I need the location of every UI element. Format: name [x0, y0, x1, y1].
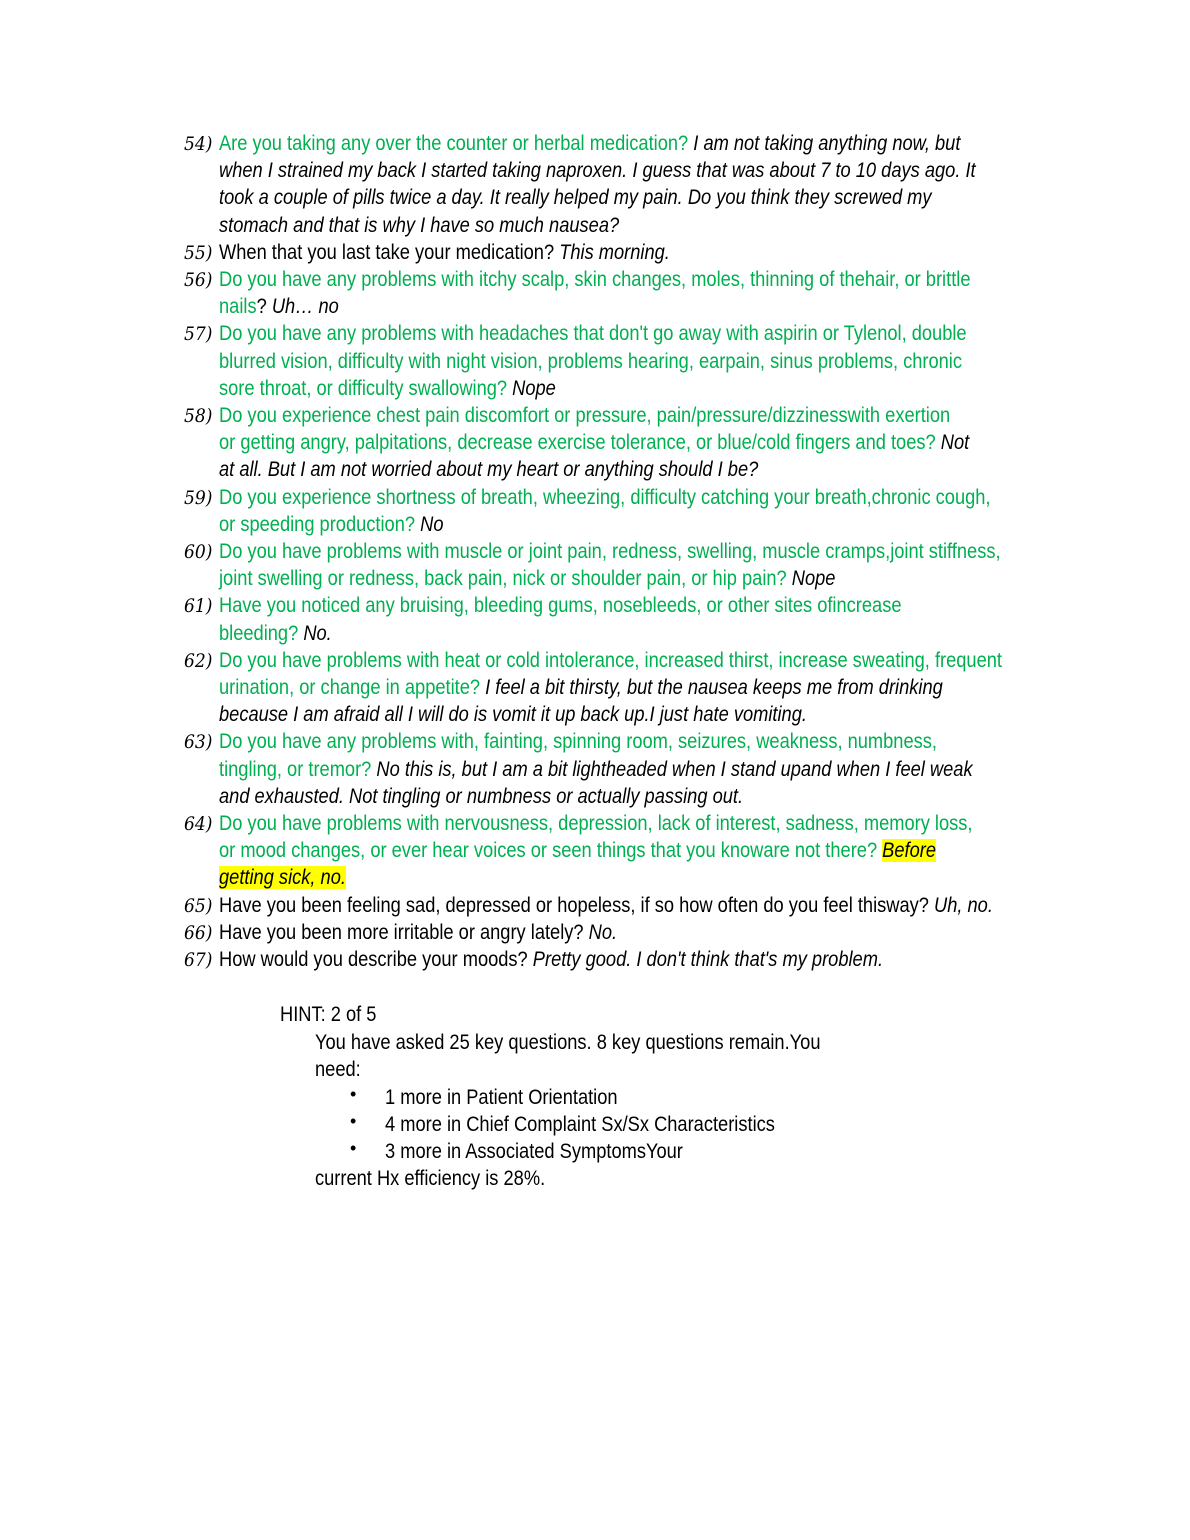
- bullet-icon: •: [350, 1084, 357, 1104]
- item-line: [219, 350, 962, 374]
- patient-answer: No.: [303, 621, 332, 645]
- hint-footer: current Hx efficiency is 28%.: [315, 1167, 546, 1190]
- patient-answer: Uh… no: [271, 295, 339, 319]
- question-text: bleeding?: [219, 621, 304, 645]
- item-number: 65): [184, 894, 213, 917]
- item-line: [219, 730, 937, 754]
- item-line: [219, 458, 758, 482]
- question-text: How would you describe your moods?: [219, 948, 533, 971]
- patient-answer: I feel a bit thirsty, but the nausea keeps me from drinking: [485, 676, 943, 699]
- hint-title: HINT: 2 of 5: [280, 1003, 377, 1026]
- question-text: Are you taking any over the counter or herbal medication?: [219, 132, 694, 155]
- patient-answer: I am not taking anything now, but: [693, 132, 961, 155]
- item-line: [219, 948, 883, 972]
- question-text: Have you been feeling sad, depressed or hopeless, if so how often do you feel thisway?: [219, 893, 935, 917]
- question-text: nails: [219, 295, 257, 319]
- item-number: 56): [184, 269, 213, 291]
- item-number: 55): [184, 241, 213, 264]
- item-number: 60): [184, 541, 213, 563]
- item-line: [219, 594, 901, 618]
- item-line: [219, 894, 993, 918]
- item-line: [219, 567, 835, 591]
- item-line: [219, 866, 346, 890]
- question-text: ?: [256, 295, 272, 319]
- item-number: 64): [184, 813, 213, 835]
- question-text: Do you have any problems with itchy scalp, skin changes, moles, thinning of thehair, or brittle: [219, 268, 971, 291]
- item-line: [219, 839, 936, 863]
- patient-answer: stomach and that is why I have so much nausea?: [219, 213, 620, 237]
- item-number: 61): [184, 595, 213, 618]
- bullet-icon: •: [350, 1138, 357, 1158]
- item-number: 62): [184, 649, 213, 672]
- item-line: [219, 377, 556, 401]
- question-text: Do you experience chest pain discomfort or pressure, pain/pressure/dizzinesswith exertion: [219, 404, 951, 427]
- item-line: [219, 214, 619, 238]
- patient-answer: getting sick, no.: [219, 866, 346, 890]
- question-text: blurred vision, difficulty with night vision, problems hearing, earpain, sinus problems, chronic: [219, 349, 963, 373]
- question-text: Do you have problems with muscle or joint pain, redness, swelling, muscle cramps,joint stiffness,: [219, 540, 1001, 563]
- question-text: Do you have any problems with headaches that don't go away with aspirin or Tylenol, double: [219, 322, 967, 346]
- patient-answer: took a couple of pills twice a day. It really helped my pain. Do you think they screwed my: [219, 186, 932, 210]
- item-number: 66): [184, 921, 213, 944]
- question-text: Do you experience shortness of breath, wheezing, difficulty catching your breath,chronic cough,: [219, 485, 991, 509]
- item-line: [219, 758, 973, 782]
- patient-answer: Before: [882, 839, 937, 863]
- item-line: [219, 404, 950, 428]
- item-number: 58): [184, 405, 213, 427]
- item-line: [219, 812, 972, 836]
- item-line: [219, 921, 617, 945]
- question-text: When that you last take your medication?: [219, 240, 560, 264]
- item-line: [219, 540, 1001, 564]
- item-line: [219, 513, 443, 537]
- question-text: or getting angry, palpitations, decrease exercise tolerance, or blue/cold fingers and toes?: [219, 431, 941, 455]
- question-text: Do you have problems with heat or cold intolerance, increased thirst, increase sweating, frequent: [219, 648, 1002, 672]
- item-number: 63): [184, 731, 213, 754]
- item-line: [219, 703, 807, 727]
- patient-answer: when I strained my back I started taking naproxen. I guess that was about 7 to 10 days ago. It: [219, 159, 976, 183]
- item-line: [219, 159, 976, 183]
- patient-answer: This morning.: [559, 240, 670, 264]
- patient-answer: Uh, no.: [934, 893, 993, 917]
- hint-bullet: 3 more in Associated SymptomsYour: [385, 1140, 683, 1163]
- item-line: [219, 431, 969, 455]
- patient-answer: at all. But I am not worried about my heart or anything should I be?: [219, 458, 759, 482]
- item-number: 54): [184, 133, 213, 155]
- patient-answer: Pretty good. I don't think that's my problem.: [532, 948, 884, 971]
- patient-answer: Nope: [791, 567, 836, 591]
- patient-answer: No this is, but I am a bit lightheaded when I stand upand when I feel weak: [376, 757, 973, 781]
- item-line: [219, 322, 967, 346]
- hint-bullet: 4 more in Chief Complaint Sx/Sx Characteristics: [385, 1113, 775, 1136]
- question-text: or mood changes, or ever hear voices or seen things that you knoware not there?: [219, 839, 883, 863]
- patient-answer: No.: [588, 920, 618, 944]
- item-number: 59): [184, 486, 213, 509]
- item-number: 57): [184, 323, 213, 346]
- patient-answer: Not: [940, 431, 970, 455]
- item-line: [219, 268, 970, 292]
- hint-intro-cont: need:: [315, 1058, 361, 1081]
- item-line: [219, 486, 991, 510]
- question-text: Do you have any problems with, fainting, spinning room, seizures, weakness, numbness,: [219, 730, 937, 754]
- question-text: or speeding production?: [219, 512, 421, 536]
- question-text: Do you have problems with nervousness, depression, lack of interest, sadness, memory loss,: [219, 812, 973, 835]
- question-text: Have you been more irritable or angry lately?: [219, 920, 589, 944]
- patient-answer: No: [420, 512, 444, 536]
- patient-answer: Nope: [512, 376, 556, 400]
- patient-answer: because I am afraid all I will do is vomit it up back up.I just hate vomiting.: [219, 703, 807, 727]
- item-line: [219, 785, 743, 809]
- hint-bullet: 1 more in Patient Orientation: [385, 1086, 618, 1109]
- question-text: joint swelling or redness, back pain, nick or shoulder pain, or hip pain?: [219, 567, 792, 591]
- patient-answer: and exhausted. Not tingling or numbness or actually passing out.: [219, 784, 744, 808]
- item-line: [219, 132, 960, 156]
- item-line: [219, 649, 1002, 673]
- bullet-icon: •: [350, 1111, 357, 1131]
- item-line: [219, 622, 332, 646]
- item-line: [219, 186, 932, 210]
- question-text: urination, or change in appetite?: [219, 676, 486, 699]
- question-text: Have you noticed any bruising, bleeding gums, nosebleeds, or other sites ofincrease: [219, 594, 902, 618]
- question-text: tingling, or tremor?: [219, 757, 377, 781]
- item-line: [219, 241, 670, 265]
- hint-intro: You have asked 25 key questions. 8 key questions remain.You: [315, 1031, 821, 1054]
- question-text: sore throat, or difficulty swallowing?: [219, 376, 513, 400]
- item-line: [219, 295, 339, 319]
- item-line: [219, 676, 943, 700]
- item-number: 67): [184, 949, 213, 971]
